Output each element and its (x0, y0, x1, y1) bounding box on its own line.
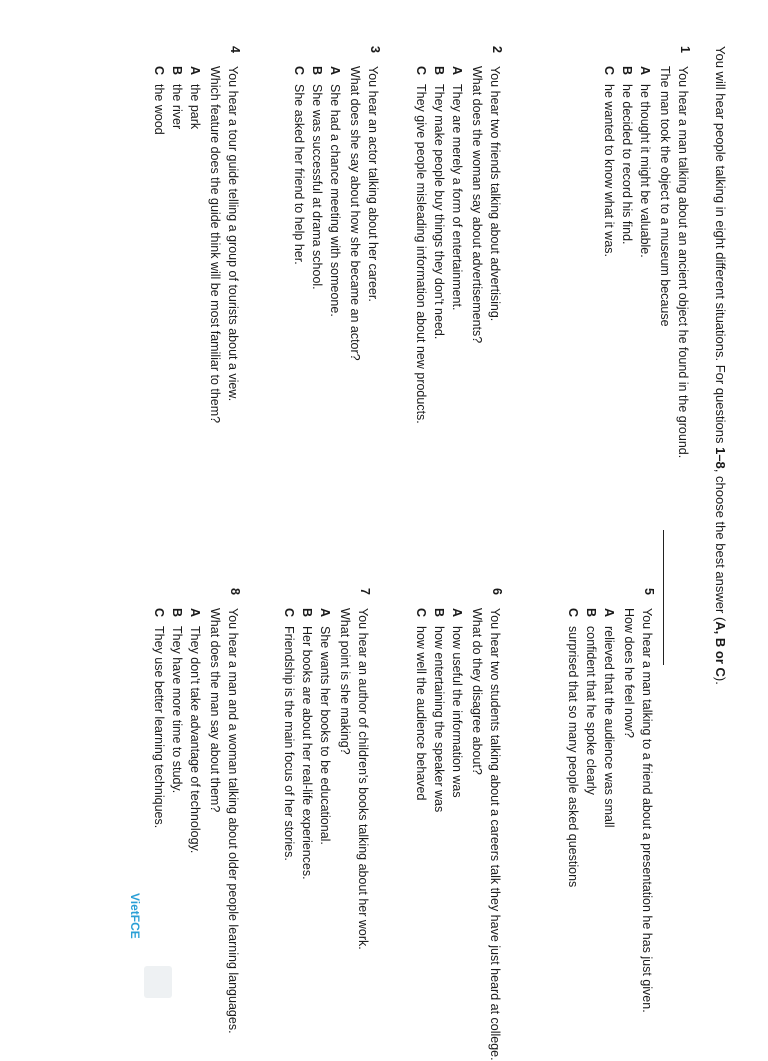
option-letter: A (188, 66, 202, 76)
option-text: he thought it might be valuable. (638, 84, 652, 258)
question-stem: You hear an actor talking about her career. (366, 66, 380, 302)
option-text: the park (188, 84, 202, 130)
brand-logo-text: VietFCE (128, 893, 142, 939)
question-prompt: What point is she making? (338, 608, 352, 755)
option-a[interactable] (186, 608, 204, 853)
question-prompt: What do they disagree about? (470, 608, 484, 775)
option-letter: C (292, 66, 306, 76)
option-letter: C (414, 66, 428, 76)
question-prompt: The man took the object to a museum because (658, 66, 672, 327)
option-b[interactable] (168, 608, 186, 793)
option-b[interactable] (430, 608, 448, 812)
question-stem: You hear a tour guide telling a group of tourists about a view. (226, 66, 240, 402)
question-number: 1 (678, 46, 692, 53)
option-b[interactable] (308, 66, 326, 290)
option-letter: C (414, 608, 428, 618)
option-letter: B (584, 608, 598, 618)
option-letter: C (602, 66, 616, 76)
option-text: he decided to record his find. (620, 84, 634, 245)
instructions-range: 1–8 (713, 447, 728, 469)
option-letter: C (282, 608, 296, 618)
option-text: the wood (152, 84, 166, 135)
question-number: 5 (642, 588, 656, 595)
option-letter: C (566, 608, 580, 618)
option-text: surprised that so many people asked questions (566, 626, 580, 888)
option-letter: C (152, 66, 166, 76)
question-number: 2 (490, 46, 504, 53)
option-a[interactable] (448, 66, 466, 310)
option-b[interactable] (168, 66, 186, 129)
option-c[interactable] (412, 608, 430, 800)
option-c[interactable] (280, 608, 298, 861)
option-letter: C (152, 608, 166, 618)
option-text: relieved that the audience was small (602, 626, 616, 828)
question-prompt: What does the man say about them? (208, 608, 222, 813)
question-number: 8 (228, 588, 242, 595)
question-prompt: Which feature does the guide think will be most familiar to them? (208, 66, 222, 424)
option-letter: A (450, 608, 464, 618)
option-letter: B (432, 66, 446, 76)
option-text: She had a chance meeting with someone. (328, 84, 342, 317)
option-text: confident that he spoke clearly (584, 626, 598, 795)
option-c[interactable] (564, 608, 582, 887)
question-prompt: What does the woman say about advertisements? (470, 66, 484, 344)
question-stem: You hear a man talking about an ancient object he found in the ground. (676, 66, 690, 459)
question-prompt: What does she say about how she became an actor? (348, 66, 362, 361)
option-letter: A (602, 608, 616, 618)
option-text: he wanted to know what it was. (602, 84, 616, 258)
option-text: She was successful at drama school. (310, 84, 324, 290)
option-letter: A (188, 608, 202, 618)
option-b[interactable] (430, 66, 448, 339)
option-letter: B (300, 608, 314, 618)
option-text: the river (170, 84, 184, 130)
option-letter: B (620, 66, 634, 76)
option-c[interactable] (150, 66, 168, 135)
question-stem: You hear an author of children's books talking about her work. (356, 608, 370, 950)
question-number: 3 (368, 46, 382, 53)
option-a[interactable] (186, 66, 204, 129)
question-stem: You hear a man talking to a friend about a presentation he has just given. (640, 608, 654, 1013)
option-text: Friendship is the main focus of her stories. (282, 626, 296, 861)
option-text: They have more time to study. (170, 626, 184, 794)
question-stem: You hear two students talking about a careers talk they have just heard at college. (488, 608, 502, 1061)
question-stem: You hear a man and a woman talking about older people learning languages. (226, 608, 240, 1034)
option-a[interactable] (636, 66, 654, 258)
option-letter: B (432, 608, 446, 618)
option-b[interactable] (618, 66, 636, 245)
option-letter: A (328, 66, 342, 76)
option-text: She asked her friend to help her. (292, 84, 306, 265)
option-letter: B (170, 66, 184, 76)
option-text: Her books are about her real-life experiences. (300, 626, 314, 880)
option-text: how useful the information was (450, 626, 464, 798)
option-a[interactable] (316, 608, 334, 845)
instructions-lead: You will hear people talking in eight different situations. For questions (713, 46, 728, 448)
question-prompt: How does he feel now? (622, 608, 636, 738)
instructions-close: ). (713, 676, 728, 685)
option-text: They don't take advantage of technology. (188, 626, 202, 854)
option-letter: B (170, 608, 184, 618)
option-a[interactable] (448, 608, 466, 798)
option-text: how well the audience behaved (414, 626, 428, 801)
option-b[interactable] (298, 608, 316, 880)
option-text: She wants her books to be educational. (318, 626, 332, 845)
option-a[interactable] (600, 608, 618, 828)
corner-stamp (144, 966, 172, 998)
option-text: They make people buy things they don't need. (432, 84, 446, 340)
option-letter: B (310, 66, 324, 76)
option-c[interactable] (150, 608, 168, 828)
option-text: They are merely a form of entertainment. (450, 84, 464, 311)
option-b[interactable] (582, 608, 600, 795)
question-number: 4 (228, 46, 242, 53)
option-a[interactable] (326, 66, 344, 317)
question-number: 7 (358, 588, 372, 595)
option-letter: A (450, 66, 464, 76)
option-text: They give people misleading information about new products. (414, 84, 428, 424)
option-text: They use better learning techniques. (152, 626, 166, 829)
option-c[interactable] (600, 66, 618, 257)
question-number: 6 (490, 588, 504, 595)
option-letter: A (318, 608, 332, 618)
instructions (713, 46, 728, 685)
option-c[interactable] (412, 66, 430, 424)
option-c[interactable] (290, 66, 308, 265)
divider-line (663, 530, 664, 665)
question-stem: You hear two friends talking about advertising. (488, 66, 502, 322)
option-text: how entertaining the speaker was (432, 626, 446, 813)
instructions-letters: A, B or C (713, 621, 728, 677)
instructions-mid: , choose the best answer ( (713, 468, 728, 622)
option-letter: A (638, 66, 652, 76)
